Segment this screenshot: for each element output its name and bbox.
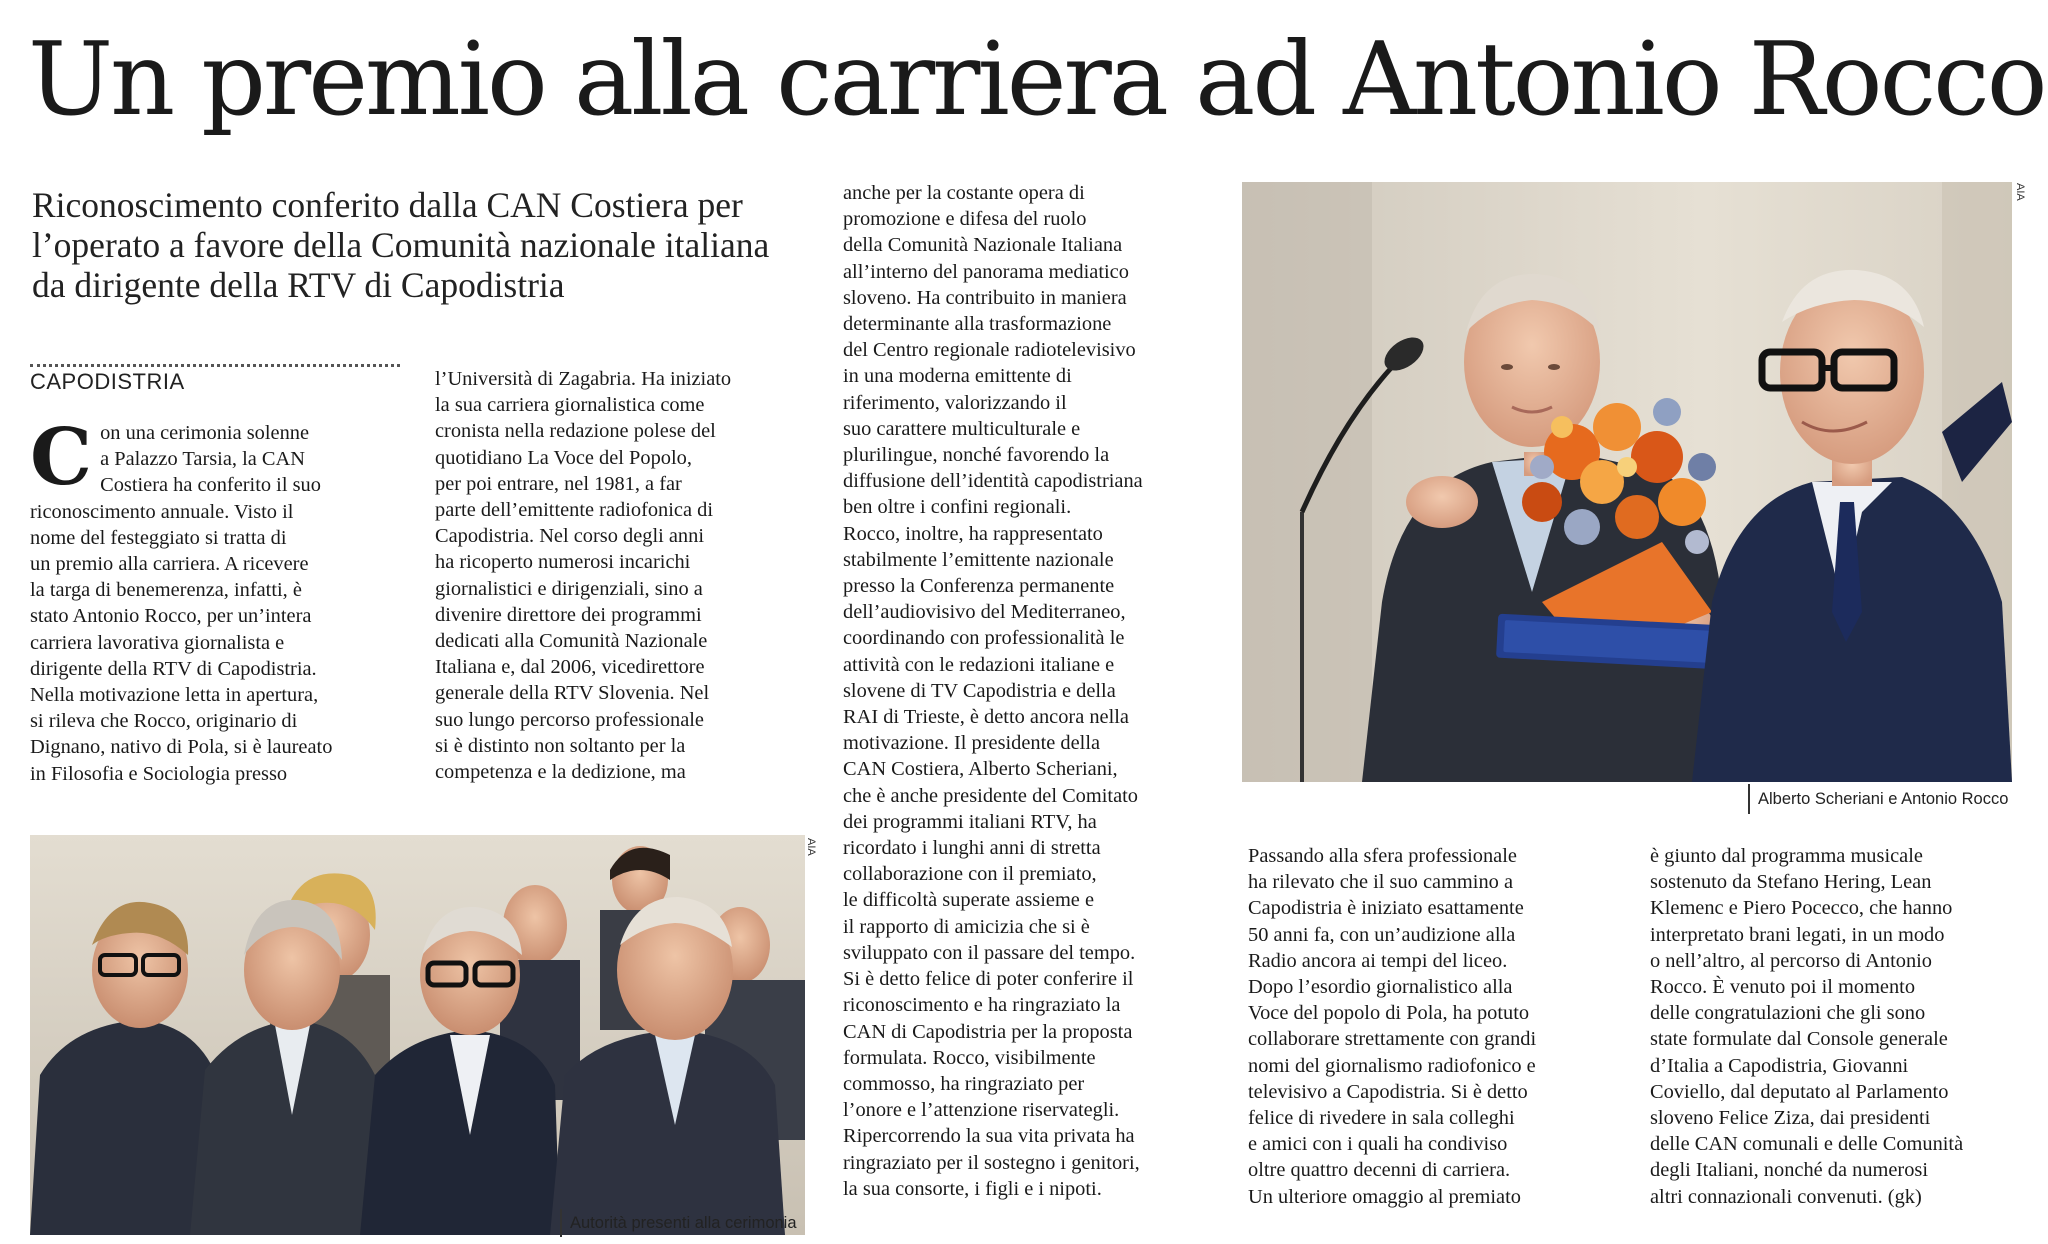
article-column-2: l’Università di Zagabria. Ha iniziato la sua carriera giornalistica come cronista nella redazione polese del quotidiano La Voce del Popolo, per poi entrare, nel 1981, a far parte dell’emittente radiofonica di Capodistria. Nel corso degli anni ha ricoperto numerosi incarichi giornalistici e dirigenziali, sino a divenire direttore dei programmi dedicati alla Comunità Nazionale Italiana e, dal 2006, vicedirettore generale della RTV Slovenia. Nel suo lungo percorso professionale si è distinto non soltanto per la competenza e la dedizione, ma: [435, 368, 732, 784]
article-column-5: è giunto dal programma musicale sostenuto da Stefano Hering, Lean Klemenc e Piero Pocecco, che hanno interpretato brani legati, in un modo o nell’altro, al percorso di Antonio Rocco. È venuto poi il momento delle congratulazioni che gli sono state formulate dal Console generale d’Italia a Capodistria, Giovanni Coviello, dal deputato al Parlamento sloveno Felice Ziza, dai presidenti delle CAN comunali e delle Comunità degli Italiani, nonché da numerosi altri connazionali convenuti. (gk): [1650, 845, 1964, 1208]
article-column-4: Passando alla sfera professionale ha rilevato che il suo cammino a Capodistria è iniziato esattamente 50 anni fa, con un’audizione alla Radio ancora ai tempi del liceo. Dopo l’esordio giornalistico alla Voce del popolo di Pola, ha potuto collaborare strettamente con grandi nomi del giornalismo radiofonico e televisivo a Capodistria. Si è detto felice di rivedere in sala colleghi e amici con i quali ha condiviso oltre quattro decenni di carriera. Un ulteriore omaggio al premiato: [1248, 845, 1537, 1208]
award-photo: [1242, 182, 2012, 782]
photo-caption-bottom: Autorità presenti alla cerimonia: [560, 1209, 797, 1237]
photo-caption-top: Alberto Scheriani e Antonio Rocco: [1748, 784, 2008, 814]
dateline: CAPODISTRIA: [30, 369, 185, 394]
dateline-rule: [30, 364, 400, 367]
article-column-1: Con una cerimonia solenne a Palazzo Tarsia, la CAN Costiera ha conferito il suo riconoscimento annuale. Visto il nome del festeggiato si tratta di un premio alla carriera. A ricevere la targa di benemerenza, infatti, è stato Antonio Rocco, per un’intera carriera lavorativa giornalista e dirigente della RTV di Capodistria. Nella motivazione letta in apertura, si rileva che Rocco, originario di Dignano, nativo di Pola, si è laureato in Filosofia e Sociologia presso: [30, 412, 333, 785]
photo-credit-bottom: AIA: [805, 838, 817, 856]
subheadline: Riconoscimento conferito dalla CAN Costiera per l’operato a favore della Comunità nazionale italiana da dirigente della RTV di Capodistria: [32, 185, 770, 305]
article-column-3: anche per la costante opera di promozione e difesa del ruolo della Comunità Nazionale Italiana all’interno del panorama mediatico sloveno. Ha contribuito in maniera determinante alla trasformazione del Centro regionale radiotelevisivo in una moderna emittente di riferimento, valorizzando il suo carattere multiculturale e plurilingue, nonché favorendo la diffusione dell’identità capodistriana ben oltre i confini regionali. Rocco, inoltre, ha rappresentato stabilmente l’emittente nazionale presso la Conferenza permanente dell’audiovisivo del Mediterraneo, coordinando con professionalità le attività con le redazioni italiane e slovene di TV Capodistria e della RAI di Trieste, è detto ancora nella motivazione. Il presidente della CAN Costiera, Alberto Scheriani, che è anche presidente del Comitato dei programmi italiani RTV, ha ricordato i lunghi anni di stretta collaborazione con il premiato, le difficoltà superate assieme e il rapporto di amicizia che si è sviluppato con il passare del tempo. Si è detto felice di poter conferire il riconoscimento e ha ringraziato la CAN di Capodistria per la proposta formulata. Rocco, visibilmente commosso, ha ringraziato per l’onore e l’attenzione riservategli. Ripercorrendo la sua vita privata ha ringraziato per il sostegno i genitori, la sua consorte, i figli e i nipoti.: [843, 182, 1143, 1200]
photo-credit-top: AIA: [2014, 183, 2026, 201]
headline: Un premio alla carriera ad Antonio Rocco: [28, 20, 2045, 138]
audience-photo: [30, 835, 805, 1235]
